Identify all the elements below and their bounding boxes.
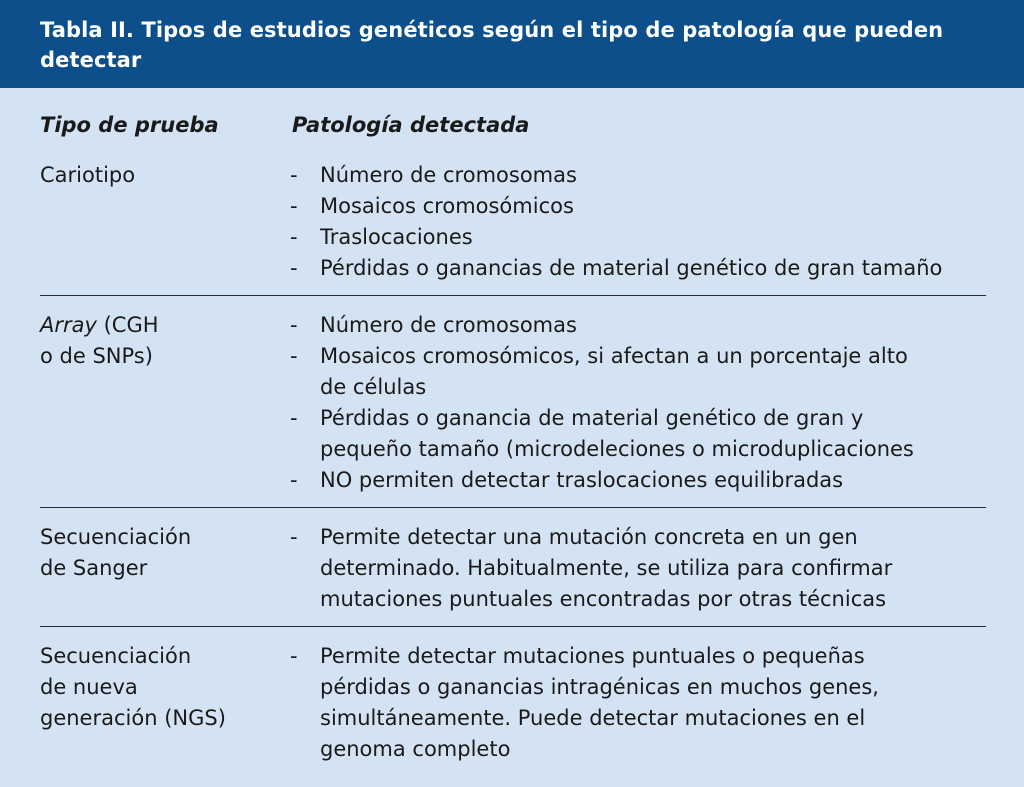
test-name-line: Secuenciación	[40, 525, 192, 549]
test-name-cell	[40, 522, 280, 584]
bullet-dash: -	[290, 225, 298, 249]
pathology-cell	[290, 522, 990, 615]
test-name-cell	[40, 641, 280, 734]
pathology-item	[290, 522, 990, 615]
pathology-text: genoma completo	[320, 737, 511, 761]
test-name-cell	[40, 160, 280, 191]
pathology-cell	[290, 160, 990, 284]
test-name-line: Secuenciación	[40, 644, 192, 668]
pathology-item	[290, 403, 990, 465]
table-title-line-1: Tabla II. Tipos de estudios genéticos según el tipo de patología que pueden	[40, 18, 944, 42]
test-name-line	[40, 310, 280, 341]
test-name-line: generación (NGS)	[40, 706, 226, 730]
pathology-item	[290, 191, 990, 222]
pathology-text: pérdidas o ganancias intragénicas en muchos genes,	[320, 675, 879, 699]
pathology-text: mutaciones puntuales encontradas por otras técnicas	[320, 587, 887, 611]
pathology-text: pequeño tamaño (microdeleciones o microduplicaciones	[320, 437, 914, 461]
row-divider	[40, 626, 986, 627]
pathology-item	[290, 253, 990, 284]
pathology-text: Permite detectar una mutación concreta en un gen	[320, 525, 858, 549]
test-name-line: o de SNPs)	[40, 344, 153, 368]
bullet-dash: -	[290, 468, 298, 492]
row-divider	[40, 295, 986, 296]
test-name-line: Cariotipo	[40, 163, 136, 187]
pathology-text: Mosaicos cromosómicos, si afectan a un porcentaje alto	[320, 344, 908, 368]
bullet-dash: -	[290, 525, 298, 549]
pathology-text: Permite detectar mutaciones puntuales o pequeñas	[320, 644, 865, 668]
pathology-item	[290, 310, 990, 341]
row-divider	[40, 507, 986, 508]
pathology-item	[290, 160, 990, 191]
test-name-cell	[40, 310, 280, 372]
pathology-text: Número de cromosomas	[320, 313, 577, 337]
bullet-dash: -	[290, 406, 298, 430]
pathology-text: Pérdidas o ganancias de material genético de gran tamaño	[320, 256, 943, 280]
pathology-text: NO permiten detectar traslocaciones equilibradas	[320, 468, 844, 492]
pathology-item	[290, 222, 990, 253]
test-name-italic: Array	[40, 313, 97, 337]
bullet-dash: -	[290, 344, 298, 368]
column-header-test-type: Tipo de prueba	[40, 113, 219, 137]
pathology-text: Mosaicos cromosómicos	[320, 194, 574, 218]
test-name-line: de Sanger	[40, 556, 148, 580]
pathology-text: Traslocaciones	[320, 225, 473, 249]
bullet-dash: -	[290, 644, 298, 668]
bullet-dash: -	[290, 163, 298, 187]
pathology-item	[290, 641, 990, 765]
pathology-text: simultáneamente. Puede detectar mutaciones en el	[320, 706, 866, 730]
table-title	[0, 0, 1024, 88]
pathology-item	[290, 465, 990, 496]
pathology-cell	[290, 641, 990, 765]
test-name-line: de nueva	[40, 675, 138, 699]
table-title-line-2: detectar	[40, 48, 142, 72]
pathology-text: Pérdidas o ganancia de material genético de gran y	[320, 406, 864, 430]
pathology-item	[290, 341, 990, 403]
pathology-text: de células	[320, 375, 427, 399]
pathology-text: determinado. Habitualmente, se utiliza para confirmar	[320, 556, 893, 580]
bullet-dash: -	[290, 194, 298, 218]
column-header-pathology: Patología detectada	[292, 113, 530, 137]
pathology-text: Número de cromosomas	[320, 163, 577, 187]
test-name-text: (CGH	[96, 313, 159, 337]
bullet-dash: -	[290, 256, 298, 280]
bullet-dash: -	[290, 313, 298, 337]
pathology-cell	[290, 310, 990, 496]
